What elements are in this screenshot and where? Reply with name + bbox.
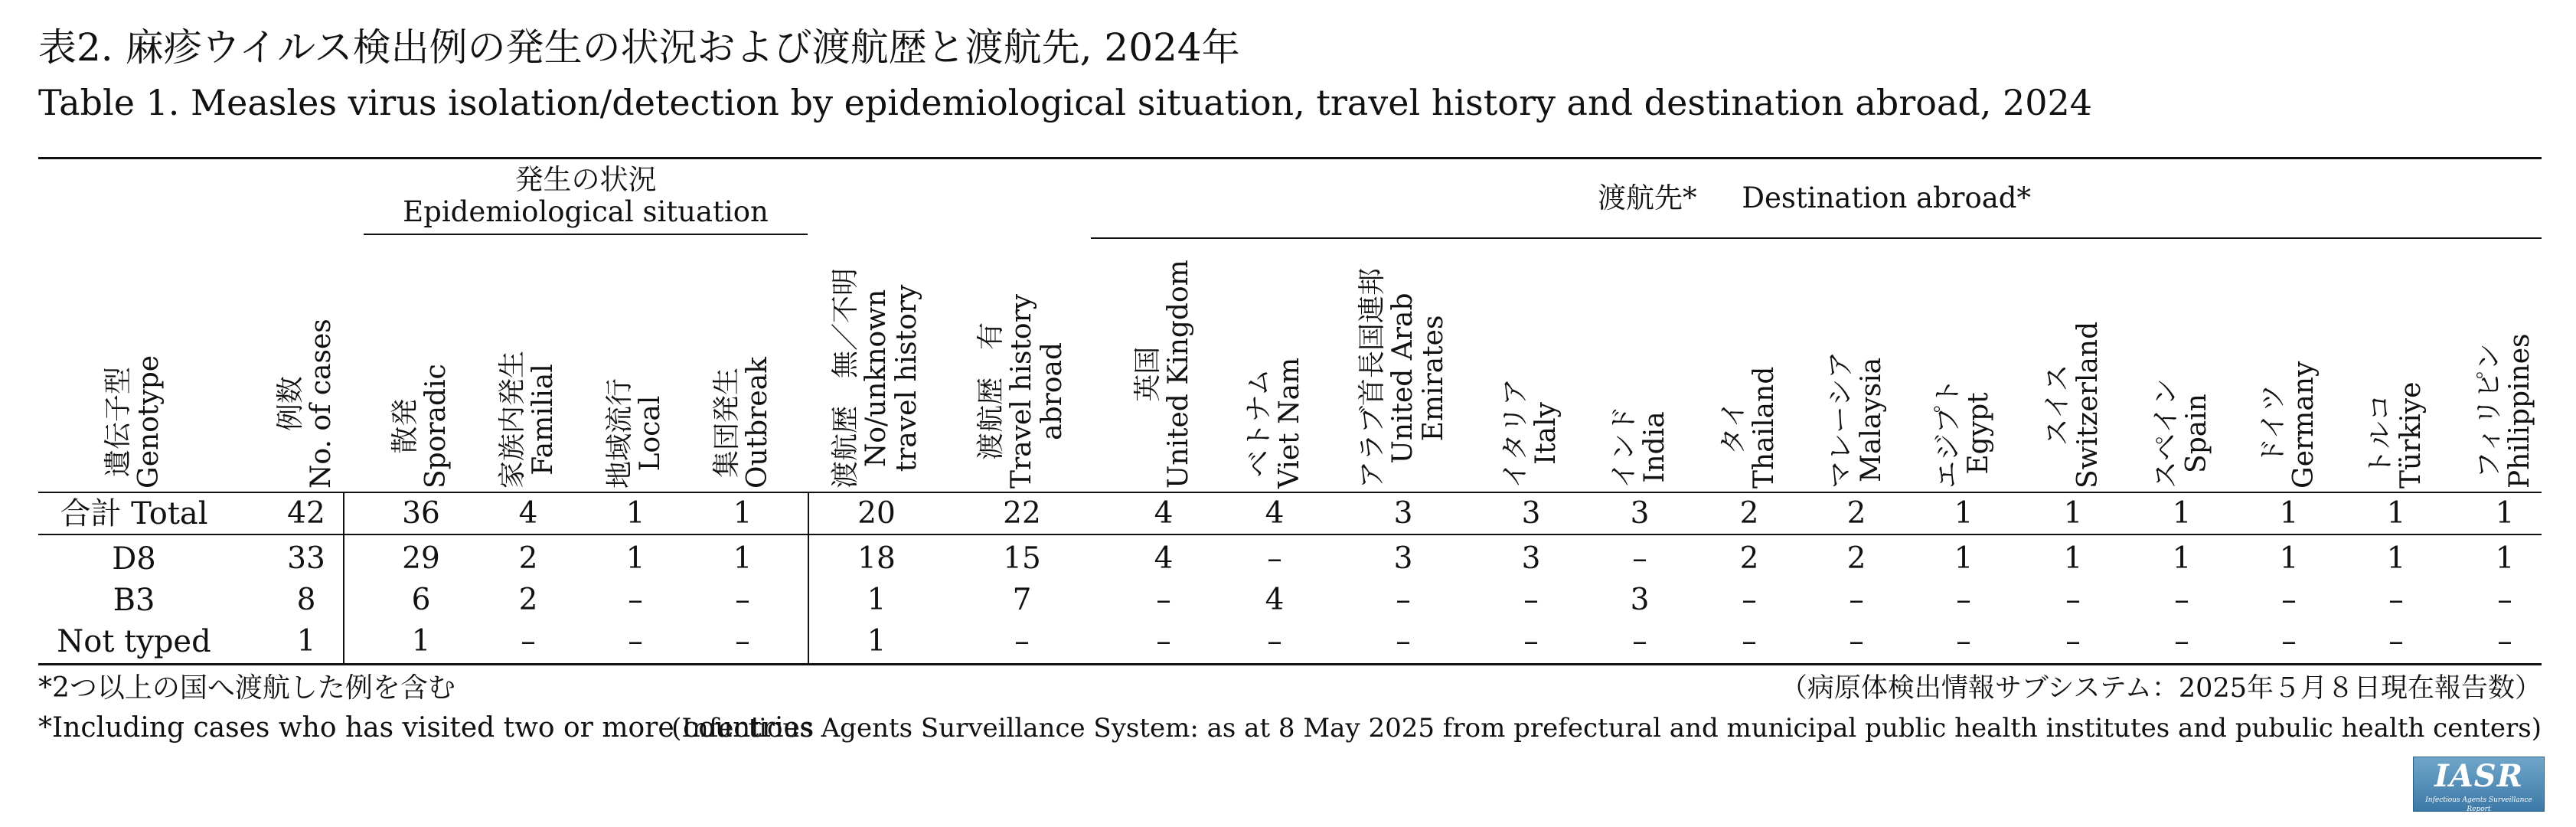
table-cell: 3 xyxy=(1393,496,1413,531)
column-header-line: travel history xyxy=(891,284,922,472)
table-cell: – xyxy=(1956,624,1971,659)
table-cell: 2 xyxy=(1846,496,1866,531)
column-header-line: United Arab xyxy=(1387,293,1419,464)
column-header-line: India xyxy=(1639,411,1670,483)
footnote-right-ja: （病原体検出情報サブシステム：2025年５月８日現在報告数） xyxy=(1780,673,2542,704)
column-header-line: Viet Nam xyxy=(1274,357,1305,489)
table-cell: – xyxy=(2065,583,2081,617)
table-cell: 1 xyxy=(2063,541,2083,576)
table-cell: – xyxy=(1632,541,1647,576)
table-cell: 3 xyxy=(1521,541,1541,576)
table-cell: – xyxy=(1156,583,1171,617)
table-cell: – xyxy=(1742,583,1757,617)
body-separator-1 xyxy=(343,534,344,663)
column-header-line: フィリピン xyxy=(2473,343,2505,479)
table-cell: 1 xyxy=(733,541,753,576)
column-header-line: No. of cases xyxy=(305,319,337,489)
table-cell: – xyxy=(521,624,536,659)
dest-group-underline xyxy=(1091,237,2542,239)
table-cell: – xyxy=(1396,624,1411,659)
table-cell: 8 xyxy=(296,583,316,617)
column-header-line: スペイン xyxy=(2150,378,2182,489)
column-header-line: Familial xyxy=(527,364,559,476)
table-cell: – xyxy=(1267,541,1282,576)
column-header-line: インド xyxy=(1608,405,1640,489)
table-cell: 22 xyxy=(1003,496,1041,531)
table-cell: 42 xyxy=(287,496,325,531)
table-cell: – xyxy=(1267,624,1282,659)
table-cell: 1 xyxy=(2386,496,2406,531)
table-cell: – xyxy=(1956,583,1971,617)
column-header-line: Thailand xyxy=(1748,366,1780,489)
column-header-line: 集団発生 xyxy=(711,367,743,478)
table-cell: – xyxy=(2174,624,2189,659)
column-header-line: Travel history xyxy=(1006,293,1037,489)
column-header-line: abroad xyxy=(1037,342,1068,440)
table-cell: 1 xyxy=(1954,541,1974,576)
row-label: D8 xyxy=(112,541,156,577)
table-cell: – xyxy=(2388,583,2404,617)
epi-group-header: 発生の状況 Epidemiological situation xyxy=(403,163,769,228)
table-cell: – xyxy=(1014,624,1030,659)
footnote-left-ja: *2つ以上の国へ渡航した例を含む xyxy=(38,672,455,704)
epi-group-underline xyxy=(364,234,808,235)
column-header-line: 例数 xyxy=(275,376,306,432)
table-cell: 1 xyxy=(2386,541,2406,576)
table-cell: 2 xyxy=(1739,496,1759,531)
column-header-line: Emirates xyxy=(1418,315,1449,442)
row-label: Not typed xyxy=(57,624,211,659)
column-header-line: スイス xyxy=(2042,364,2073,446)
table-cell: – xyxy=(735,583,750,617)
table-cell: 36 xyxy=(402,496,440,531)
row-label: B3 xyxy=(113,583,155,618)
column-header-line: 英国 xyxy=(1132,346,1164,402)
page-title-en: Table 1. Measles virus isolation/detection by epidemiological situation, travel history and destination abroad, 2024 xyxy=(38,82,2093,123)
table-cell: 1 xyxy=(2279,541,2299,576)
column-header-line: Outbreak xyxy=(742,356,773,489)
table-cell: 1 xyxy=(2172,496,2192,531)
column-header-line: アラブ首長国連邦 xyxy=(1357,267,1388,489)
table-cell: 1 xyxy=(625,541,645,576)
table-bottom-rule xyxy=(38,663,2542,665)
column-header-line: Germany xyxy=(2288,361,2320,489)
table-cell: 1 xyxy=(2063,496,2083,531)
table-cell: – xyxy=(2281,583,2297,617)
table-cell: – xyxy=(1849,583,1864,617)
column-header-line: 家族内発生 xyxy=(497,350,528,489)
table-cell: – xyxy=(1156,624,1171,659)
table-cell: – xyxy=(628,624,643,659)
column-header-line: トルコ xyxy=(2365,394,2396,477)
column-header-line: イタリア xyxy=(1500,378,1531,489)
table-cell: – xyxy=(1523,583,1539,617)
table-cell: – xyxy=(1849,624,1864,659)
table-cell: 2 xyxy=(518,541,538,576)
table-cell: – xyxy=(628,583,643,617)
page-title-ja: 表2. 麻疹ウイルス検出例の発生の状況および渡航歴と渡航先, 2024年 xyxy=(38,25,1240,70)
body-separator-2 xyxy=(808,534,809,663)
column-header-line: Genotype xyxy=(133,355,165,489)
table-cell: 3 xyxy=(1393,541,1413,576)
table-cell: 4 xyxy=(1154,541,1174,576)
table-cell: – xyxy=(2497,583,2512,617)
row-label: 合計 Total xyxy=(60,496,208,531)
total-separator-2 xyxy=(808,492,809,536)
iasr-logo: IASR Infectious Agents Surveillance Report xyxy=(2413,757,2545,812)
column-header-line: Egypt xyxy=(1963,392,1994,475)
column-header-line: エジプト xyxy=(1932,378,1964,489)
table-cell: 1 xyxy=(411,624,431,659)
table-cell: 2 xyxy=(1846,541,1866,576)
table-cell: 4 xyxy=(1265,583,1285,617)
total-bottom-rule xyxy=(38,534,2542,535)
table-cell: – xyxy=(2174,583,2189,617)
table-cell: 1 xyxy=(625,496,645,531)
column-header-line: Italy xyxy=(1530,401,1562,465)
column-header-line: 渡航歴 有 xyxy=(975,322,1007,460)
table-cell: 33 xyxy=(287,541,325,576)
table-cell: 1 xyxy=(2279,496,2299,531)
table-cell: – xyxy=(735,624,750,659)
table-cell: – xyxy=(2497,624,2512,659)
header-bottom-rule xyxy=(38,492,2542,493)
table-cell: 1 xyxy=(733,496,753,531)
footnote-left-en: *Including cases who has visited two or more countries xyxy=(38,712,815,744)
column-header-line: 地域流行 xyxy=(604,378,635,489)
table-cell: 4 xyxy=(1265,496,1285,531)
column-header-line: タイ xyxy=(1718,400,1749,455)
table-cell: 1 xyxy=(2172,541,2192,576)
table-cell: 1 xyxy=(1954,496,1974,531)
column-header-line: Philippines xyxy=(2504,333,2535,489)
table-cell: 3 xyxy=(1521,496,1541,531)
table-cell: 4 xyxy=(1154,496,1174,531)
table-cell: – xyxy=(1523,624,1539,659)
table-cell: 1 xyxy=(867,624,886,659)
column-header-line: Switzerland xyxy=(2072,321,2104,489)
table-cell: – xyxy=(1742,624,1757,659)
table-cell: 1 xyxy=(867,583,886,617)
table-cell: 2 xyxy=(1739,541,1759,576)
table-cell: 20 xyxy=(857,496,896,531)
table-cell: 3 xyxy=(1630,496,1650,531)
table-cell: 2 xyxy=(518,583,538,617)
table-cell: 18 xyxy=(857,541,896,576)
column-header-line: Malaysia xyxy=(1856,357,1887,482)
table-top-rule xyxy=(38,157,2542,159)
column-header-line: Türkiye xyxy=(2395,381,2427,489)
table-cell: 6 xyxy=(411,583,431,617)
table-cell: 7 xyxy=(1012,583,1032,617)
column-header-line: 渡航歴 無／不明 xyxy=(830,267,861,489)
table-cell: – xyxy=(1396,583,1411,617)
table-cell: 29 xyxy=(402,541,440,576)
column-header-line: ドイツ xyxy=(2258,384,2289,466)
column-header-line: Spain xyxy=(2181,394,2212,473)
column-header-line: United Kingdom xyxy=(1163,260,1194,489)
footnote-right-en: (Infectious Agents Surveillance System: as at 8 May 2025 from prefectural and municipal public health institutes and pubulic health centers) xyxy=(671,713,2542,744)
table-cell: 4 xyxy=(518,496,538,531)
column-header-line: Sporadic xyxy=(420,364,452,489)
table-cell: 15 xyxy=(1003,541,1041,576)
table-cell: 1 xyxy=(296,624,316,659)
column-header-line: No/unknown xyxy=(860,289,892,468)
table-cell: – xyxy=(2281,624,2297,659)
dest-group-header: 渡航先* Destination abroad* xyxy=(1598,181,2031,214)
table-cell: – xyxy=(2388,624,2404,659)
column-header-line: ベトナム xyxy=(1243,368,1275,478)
table-cell: 3 xyxy=(1630,583,1650,617)
column-header-line: 遺伝子型 xyxy=(103,366,134,477)
column-header-line: マレーシア xyxy=(1825,351,1856,489)
table-cell: – xyxy=(1632,624,1647,659)
column-header-line: Local xyxy=(635,395,666,472)
total-separator-1 xyxy=(343,492,344,536)
column-header-line: 散発 xyxy=(390,398,421,454)
table-cell: 1 xyxy=(2495,496,2515,531)
table-cell: – xyxy=(2065,624,2081,659)
table-cell: 1 xyxy=(2495,541,2515,576)
